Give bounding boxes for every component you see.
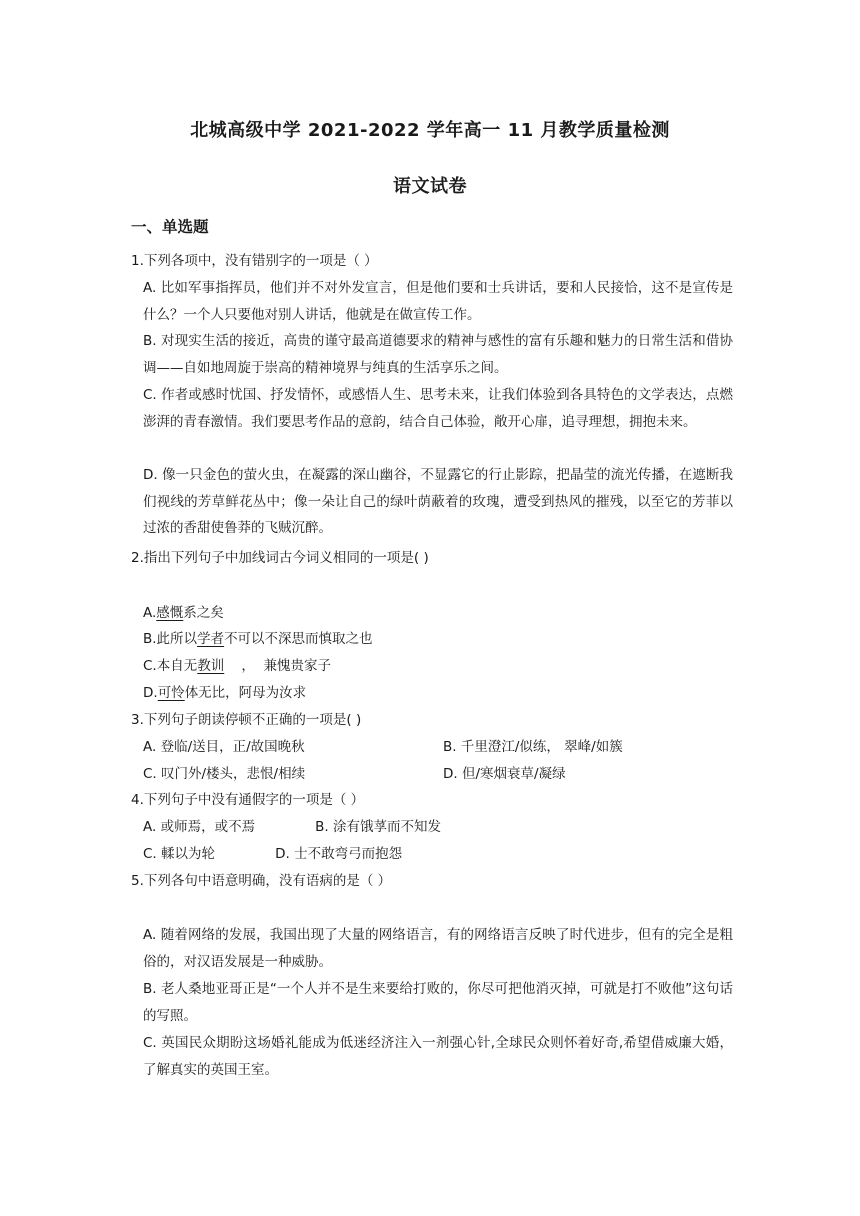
option-prefix: C.本自无: [143, 658, 198, 674]
question-4-stem: 4.下列句子中没有通假字的一项是（ ）: [131, 792, 365, 808]
question-2-option-d: [143, 680, 733, 707]
question-4-options-ab: A. 或师焉，或不焉 B. 涂有饿莩而不知发: [143, 819, 442, 835]
question-1-option-b: B. 对现实生活的接近，高贵的谨守最高道德要求的精神与感性的富有乐趣和魅力的日常生活和借协调——自如地周旋于崇高的精神境界与纯真的生活享乐之间。: [143, 333, 733, 376]
question-5-stem: 5.下列各句中语意明确，没有语病的是（ ）: [131, 873, 392, 889]
question-1-option-a: A. 比如军事指挥员，他们并不对外发宣言，但是他们要和士兵讲话，要和人民接恰，这不是宣传是什么？一个人只要他对别人讲话，他就是在做宣传工作。: [143, 280, 733, 323]
underlined-word: 可怜: [157, 685, 185, 701]
section-heading: 一、单选题: [131, 218, 209, 236]
option-text: 体无比，阿母为汝求: [184, 685, 307, 701]
option-prefix: D.: [143, 685, 158, 701]
question-1-option-c: C. 作者或感时忧国、抒发情怀，或感悟人生、思考未来，让我们体验到各具特色的文学表达，点燃澎湃的青春激情。我们要思考作品的意韵，结合自己体验，敞开心扉，追寻理想，拥抱未来。: [143, 387, 733, 430]
question-5-option-b: B. 老人桑地亚哥正是“一个人并不是生来要给打败的，你尽可把他消灭掉，可就是打不败他”这句话的写照。: [143, 981, 733, 1024]
question-3-option-b: B. 千里澄江/似练， 翠峰/如簇: [443, 739, 623, 755]
option-text: ， 兼愧贵家子: [224, 658, 331, 674]
question-3-stem: 3.下列句子朗读停顿不正确的一项是( ): [131, 712, 362, 728]
question-5-option-a: A. 随着网络的发展，我国出现了大量的网络语言，有的网络语言反映了时代进步，但有的完全是粗俗的，对汉语发展是一种威胁。: [143, 927, 733, 970]
question-3-option-a: A. 登临/送目，正/故国晚秋: [143, 739, 305, 755]
question-5-option-c: C. 英国民众期盼这场婚礼能成为低迷经济注入一剂强心针,全球民众则怀着好奇,希望借威廉大婚，了解真实的英国王室。: [143, 1035, 733, 1078]
question-2-option-b: [143, 626, 733, 653]
underlined-word: 学者: [197, 631, 225, 647]
question-2-option-a: [143, 600, 733, 627]
exam-title: 北城高级中学 2021-2022 学年高一 11 月教学质量检测: [190, 120, 670, 141]
underlined-word: 感慨: [156, 605, 184, 621]
question-2-option-c: [143, 653, 733, 680]
option-text: 系之矣: [183, 605, 224, 621]
option-prefix: B.此所以: [143, 631, 198, 647]
option-text: 不可以不深思而慎取之也: [224, 631, 373, 647]
question-4-options-cd: C. 輮以为轮 D. 士不敢弯弓而抱怨: [143, 846, 403, 862]
underlined-word: 教训: [197, 658, 225, 674]
question-1-option-d: D. 像一只金色的萤火虫，在凝露的深山幽谷，不显露它的行止影踪，把晶莹的流光传播，在遮断我们视线的芳草鲜花丛中；像一朵让自己的绿叶荫蔽着的玫瑰，遭受到热风的摧残，以至它的芳菲以过浓的香甜使鲁莽的飞贼沉醉。: [143, 467, 733, 536]
question-1-stem: 1.下列各项中，没有错别字的一项是（ ）: [131, 253, 378, 269]
option-prefix: A.: [143, 605, 157, 621]
question-3-option-d: D. 但/寒烟衰草/凝绿: [443, 766, 566, 782]
exam-subtitle: 语文试卷: [393, 176, 467, 197]
question-2-stem: 2.指出下列句子中加线词古今词义相同的一项是( ): [131, 550, 429, 566]
question-3-option-c: C. 叹门外/楼头，悲恨/相续: [143, 766, 306, 782]
